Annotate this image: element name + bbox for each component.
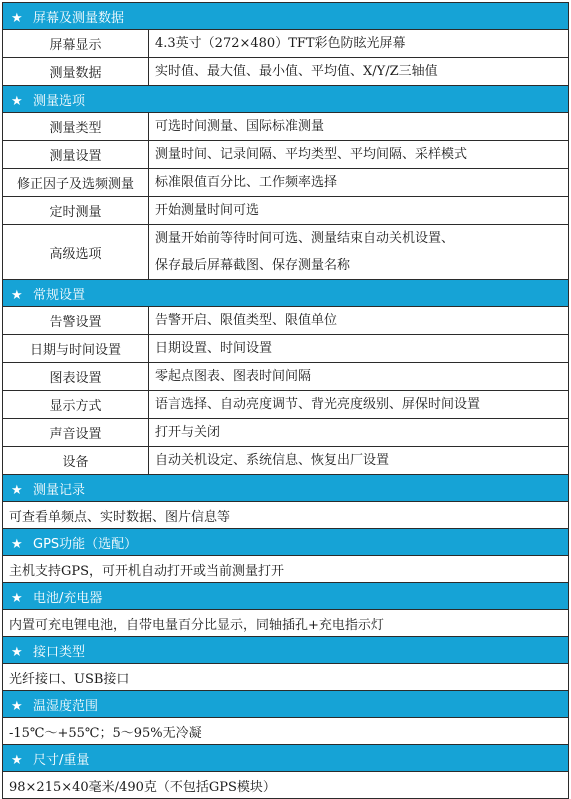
row-label: 显示方式 xyxy=(3,391,149,419)
star-icon: ★ xyxy=(11,287,23,303)
star-icon: ★ xyxy=(11,590,23,606)
table-row xyxy=(3,30,569,58)
star-icon: ★ xyxy=(11,752,23,768)
row-value: 日期设置、时间设置 xyxy=(149,335,569,363)
section-header-general-settings xyxy=(3,280,569,307)
row-label: 日期与时间设置 xyxy=(3,335,149,363)
spec-table xyxy=(2,2,569,799)
section-header-battery xyxy=(3,583,569,610)
row-label: 图表设置 xyxy=(3,363,149,391)
row-label: 屏幕显示 xyxy=(3,30,149,58)
row-label: 高级选项 xyxy=(3,225,149,280)
table-row xyxy=(3,58,569,86)
section-header-gps xyxy=(3,529,569,556)
section-title: 温湿度范围 xyxy=(33,698,99,714)
table-row xyxy=(3,664,569,691)
table-row xyxy=(3,363,569,391)
star-icon: ★ xyxy=(11,482,23,498)
table-row xyxy=(3,141,569,169)
table-row xyxy=(3,772,569,799)
table-row xyxy=(3,556,569,583)
section-text: 主机支持GPS，可开机自动打开或当前测量打开 xyxy=(3,556,569,583)
section-header-display xyxy=(3,3,569,30)
row-value: 4.3英寸（272×480）TFT彩色防眩光屏幕 xyxy=(149,30,569,58)
row-value: 语言选择、自动亮度调节、背光亮度级别、屏保时间设置 xyxy=(149,391,569,419)
star-icon: ★ xyxy=(11,536,23,552)
table-row xyxy=(3,307,569,335)
table-row xyxy=(3,335,569,363)
section-header-interface xyxy=(3,637,569,664)
row-label: 测量设置 xyxy=(3,141,149,169)
section-title: 电池/充电器 xyxy=(33,590,103,606)
section-title: 尺寸/重量 xyxy=(33,752,90,768)
section-title: GPS功能（选配） xyxy=(33,536,138,552)
star-icon: ★ xyxy=(11,698,23,714)
section-text: 内置可充电锂电池，自带电量百分比显示，同轴插孔+充电指示灯 xyxy=(3,610,569,637)
row-label: 告警设置 xyxy=(3,307,149,335)
table-row xyxy=(3,197,569,225)
table-row xyxy=(3,113,569,141)
section-header-size-weight xyxy=(3,745,569,772)
row-value: 实时值、最大值、最小值、平均值、X/Y/Z三轴值 xyxy=(149,58,569,86)
section-title: 屏幕及测量数据 xyxy=(33,10,125,26)
section-text: 光纤接口、USB接口 xyxy=(3,664,569,691)
row-value xyxy=(149,225,569,280)
section-header-records xyxy=(3,475,569,502)
table-row xyxy=(3,718,569,745)
row-label: 测量数据 xyxy=(3,58,149,86)
row-label: 声音设置 xyxy=(3,419,149,447)
row-value: 零起点图表、图表时间间隔 xyxy=(149,363,569,391)
row-value: 测量时间、记录间隔、平均类型、平均间隔、采样模式 xyxy=(149,141,569,169)
star-icon: ★ xyxy=(11,10,23,26)
section-text: 可查看单频点、实时数据、图片信息等 xyxy=(3,502,569,529)
row-value: 标准限值百分比、工作频率选择 xyxy=(149,169,569,197)
section-text: 98×215×40毫米/490克（不包括GPS模块） xyxy=(3,772,569,799)
table-row xyxy=(3,225,569,280)
row-value: 自动关机设定、系统信息、恢复出厂设置 xyxy=(149,447,569,475)
table-row xyxy=(3,447,569,475)
star-icon: ★ xyxy=(11,644,23,660)
section-title: 测量选项 xyxy=(33,93,86,109)
table-row xyxy=(3,419,569,447)
row-value: 开始测量时间可选 xyxy=(149,197,569,225)
spec-sheet xyxy=(2,2,568,799)
row-label: 测量类型 xyxy=(3,113,149,141)
row-value: 打开与关闭 xyxy=(149,419,569,447)
table-row xyxy=(3,502,569,529)
row-label: 设备 xyxy=(3,447,149,475)
section-header-measure-options xyxy=(3,86,569,113)
table-row xyxy=(3,169,569,197)
star-icon: ★ xyxy=(11,93,23,109)
table-row xyxy=(3,610,569,637)
value-line: 保存最后屏幕截图、保存测量名称 xyxy=(155,258,351,273)
section-title: 测量记录 xyxy=(33,482,86,498)
value-line: 测量开始前等待时间可选、测量结束自动关机设置、 xyxy=(155,231,455,246)
section-text: -15℃～+55℃；5～95%无冷凝 xyxy=(3,718,569,745)
row-value: 可选时间测量、国际标准测量 xyxy=(149,113,569,141)
section-header-temperature xyxy=(3,691,569,718)
row-value: 告警开启、限值类型、限值单位 xyxy=(149,307,569,335)
section-title: 接口类型 xyxy=(33,644,86,660)
row-label: 定时测量 xyxy=(3,197,149,225)
row-label: 修正因子及选频测量 xyxy=(3,169,149,197)
table-row xyxy=(3,391,569,419)
section-title: 常规设置 xyxy=(33,287,86,303)
